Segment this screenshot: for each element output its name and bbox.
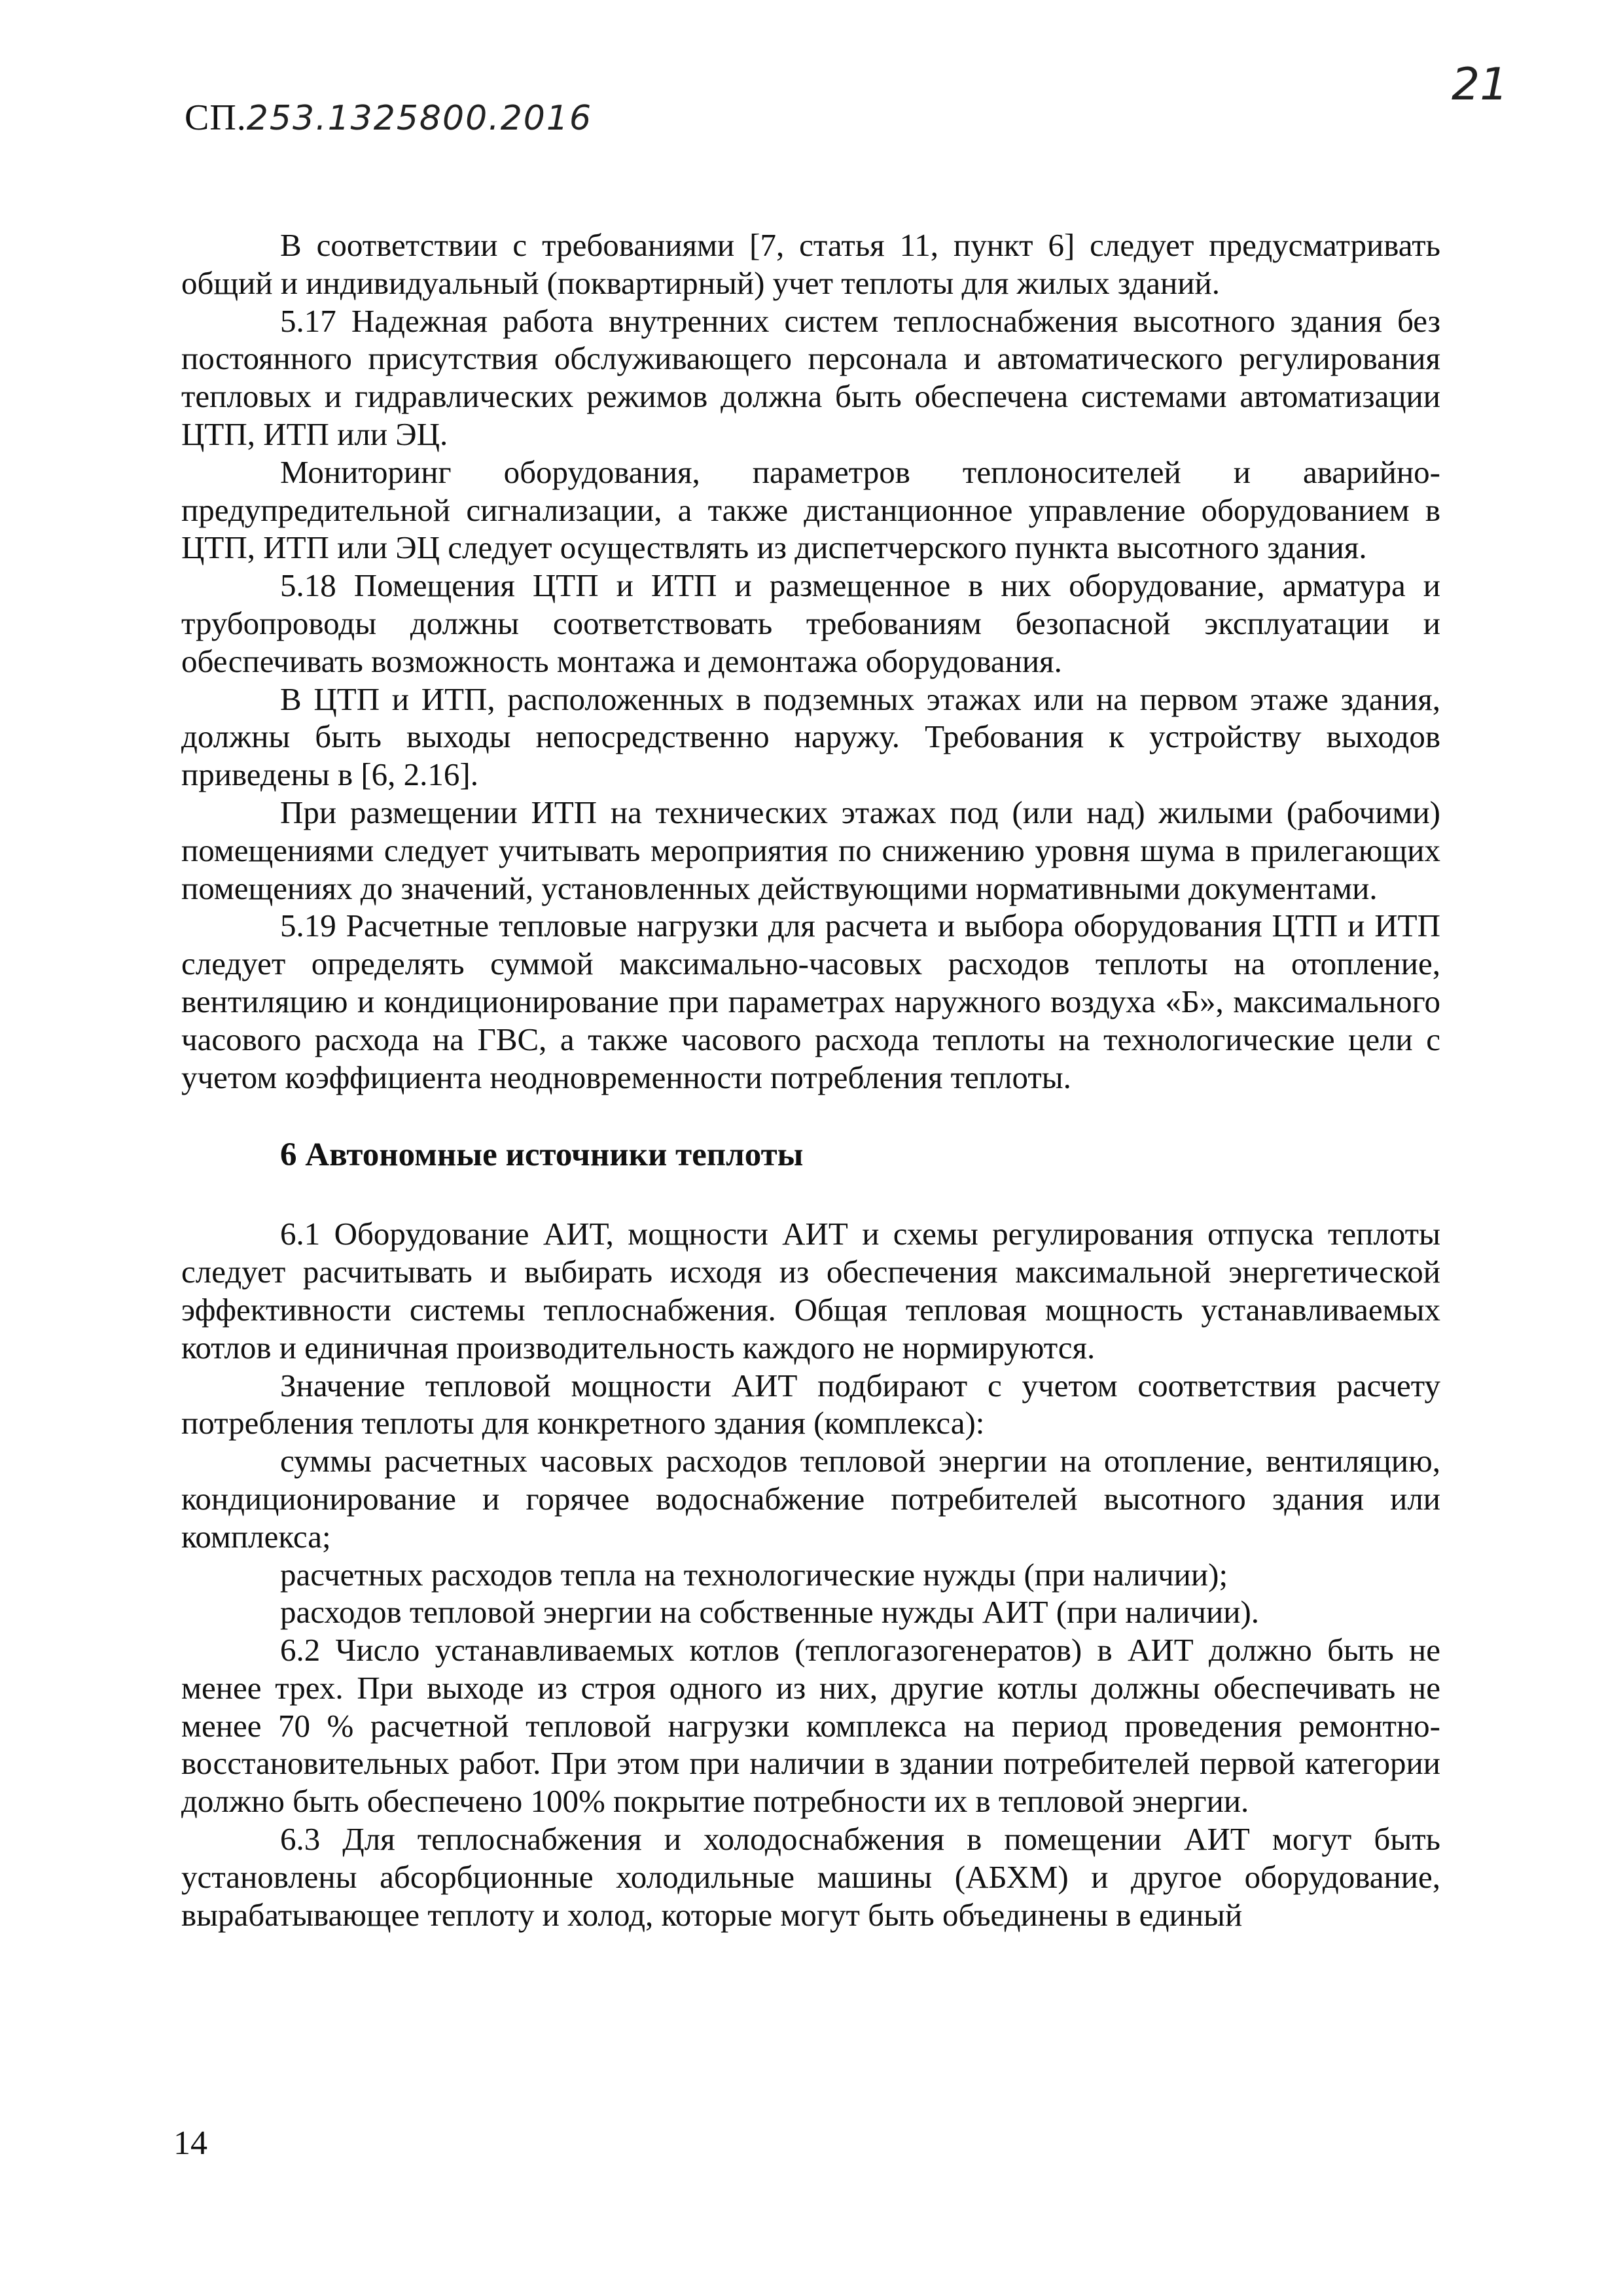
document-body	[181, 226, 1440, 1934]
paragraph: Значение тепловой мощности АИТ подбирают с учетом соответствия расчету потребления теплоты для конкретного здания (комплекса):	[181, 1367, 1440, 1441]
document-code	[185, 97, 592, 139]
paragraph-6-3: 6.3 Для теплоснабжения и холодоснабжения в помещении АИТ могут быть установлены абсорбционные холодильные машины (АБХМ) и другое оборудование, вырабатывающее теплоту и холод, которые могут быть объединены в единый	[181, 1821, 1440, 1933]
section-heading: 6 Автономные источники теплоты	[280, 1137, 804, 1174]
paragraph-6-2: 6.2 Число устанавливаемых котлов (теплогазогенератов) в АИТ должно быть не менее трех. При выходе из строя одного из них, другие котлы должны обеспечивать не менее 70 % расчетной тепловой нагрузки комплекса на период проведения ремонтно-восстановительных работ. При этом при наличии в здании потребителей первой категории должно быть обеспечено 100% покрытие потребности их в тепловой энергии.	[181, 1632, 1440, 1820]
paragraph: Мониторинг оборудования, параметров теплоносителей и аварийно-предупредительной сигнализации, а также дистанционное управление оборудованием в ЦТП, ИТП или ЭЦ следует осуществлять из диспетчерского пункта высотного здания.	[181, 453, 1440, 566]
page-number: 14	[173, 2125, 207, 2162]
handwritten-sheet-number: 21	[1452, 59, 1508, 111]
paragraph-5-18: 5.18 Помещения ЦТП и ИТП и размещенное в них оборудование, арматура и трубопроводы должны соответствовать требованиям безопасной эксплуатации и обеспечивать возможность монтажа и демонтажа оборудования.	[181, 567, 1440, 679]
paragraph: В ЦТП и ИТП, расположенных в подземных этажах или на первом этаже здания, должны быть выходы непосредственно наружу. Требования к устройству выходов приведены в [6, 2.16].	[181, 680, 1440, 793]
document-code-prefix: СП.	[185, 97, 247, 138]
paragraph-6-1: 6.1 Оборудование АИТ, мощности АИТ и схемы регулирования отпуска теплоты следует расчитывать и выбирать исходя из обеспечения максимальной энергетической эффективности системы теплоснабжения. Общая тепловая мощность устанавливаемых котлов и единичная производительность каждого не нормируются.	[181, 1216, 1440, 1366]
paragraph: В соответствии с требованиями [7, статья 11, пункт 6] следует предусматривать общий и индивидуальный (поквартирный) учет теплоты для жилых зданий.	[181, 227, 1440, 301]
list-item: расходов тепловой энергии на собственные нужды АИТ (при наличии).	[280, 1594, 1260, 1631]
list-item: суммы расчетных часовых расходов тепловой энергии на отопление, вентиляцию, кондиционирование и горячее водоснабжение потребителей высотного здания или комплекса;	[181, 1443, 1440, 1555]
paragraph-5-17: 5.17 Надежная работа внутренних систем теплоснабжения высотного здания без постоянного присутствия обслуживающего персонала и автоматического регулирования тепловых и гидравлических режимов должна быть обеспечена системами автоматизации ЦТП, ИТП или ЭЦ.	[181, 302, 1440, 452]
document-code-handwritten: 253.1325800.2016	[246, 99, 593, 138]
paragraph-5-19: 5.19 Расчетные тепловые нагрузки для расчета и выбора оборудования ЦТП и ИТП следует определять суммой максимально-часовых расходов теплоты на отопление, вентиляцию и кондиционирование при параметрах наружного воздуха «Б», максимального часового расхода на ГВС, а также часового расхода теплоты на технологические цели с учетом коэффициента неодновременности потребления теплоты.	[181, 908, 1440, 1095]
list-item: расчетных расходов тепла на технологические нужды (при наличии);	[280, 1556, 1228, 1593]
paragraph: При размещении ИТП на технических этажах под (или над) жилыми (рабочими) помещениями следует учитывать мероприятия по снижению уровня шума в прилегающих помещениях до значений, установленных действующими нормативными документами.	[181, 794, 1440, 906]
